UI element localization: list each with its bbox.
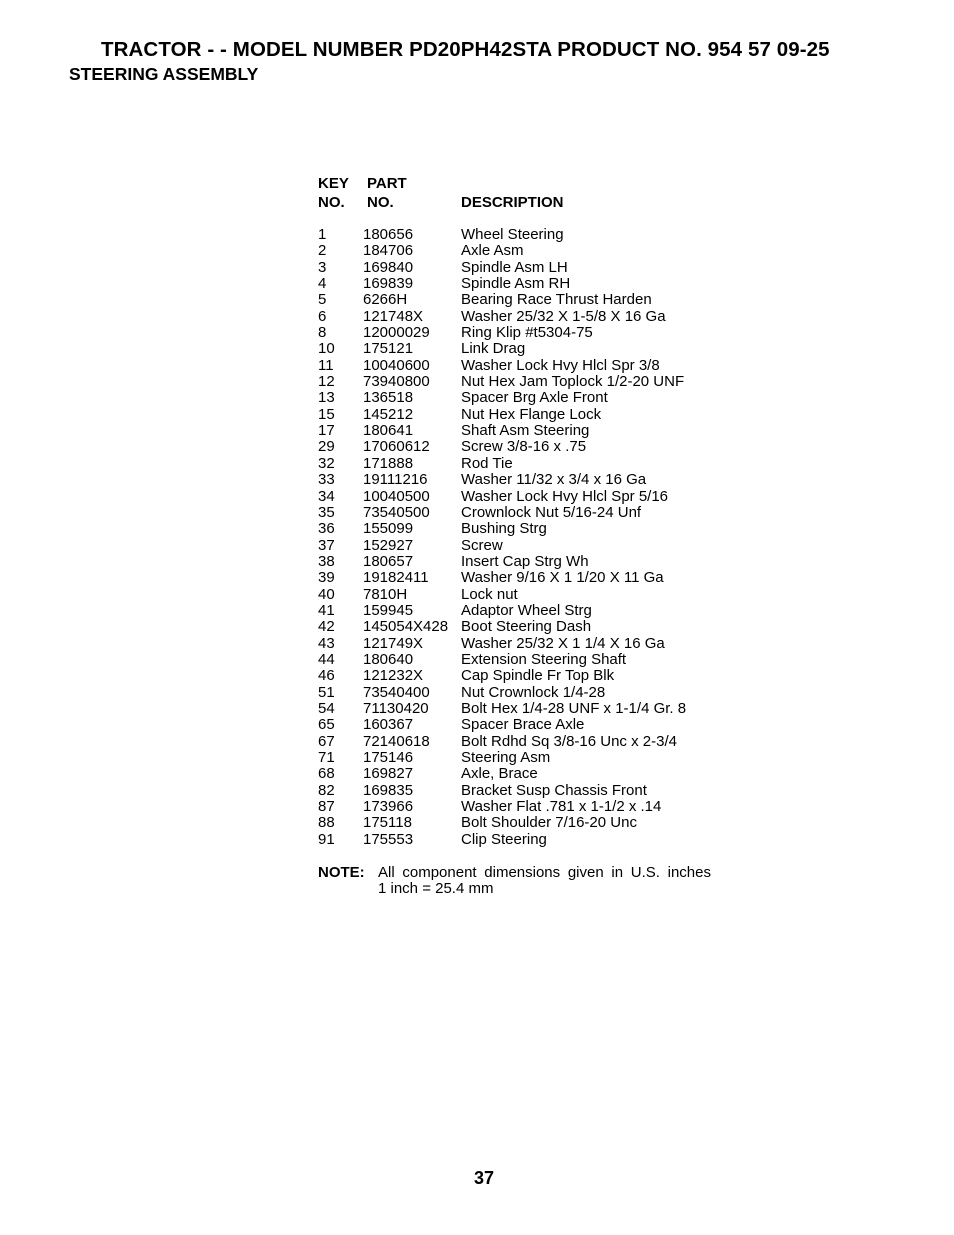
- table-row: [318, 815, 738, 831]
- description: Adaptor Wheel Strg: [461, 601, 592, 619]
- description-header: DESCRIPTION: [461, 194, 564, 211]
- table-row: [318, 750, 738, 766]
- table-row: [318, 766, 738, 782]
- key-no: 42: [318, 618, 335, 636]
- description: Screw: [461, 536, 503, 554]
- table-row: [318, 619, 738, 635]
- description: Rod Tie: [461, 454, 513, 472]
- description: Nut Crownlock 1/4-28: [461, 683, 606, 701]
- key-no: 37: [318, 536, 335, 554]
- key-no: 32: [318, 454, 335, 472]
- description: Steering Asm: [461, 749, 551, 766]
- description: Clip Steering: [461, 830, 547, 848]
- description: Axle, Brace: [461, 765, 538, 783]
- description: Spindle Asm LH: [461, 258, 568, 276]
- key-no: 65: [318, 716, 335, 734]
- description: Bolt Rdhd Sq 3/8-16 Unc x 2-3/4: [461, 732, 677, 750]
- key-no: 88: [318, 814, 335, 832]
- description: Nut Hex Flange Lock: [461, 405, 602, 423]
- key-no: 35: [318, 503, 335, 521]
- key-no: 11: [318, 356, 334, 374]
- key-no: 91: [318, 830, 335, 848]
- description: Screw 3/8-16 x .75: [461, 438, 587, 456]
- note-conversion: 1 inch = 25.4 mm: [378, 880, 494, 897]
- part-no: 173966: [363, 798, 414, 816]
- key-no: 2: [318, 242, 327, 260]
- part-no: 180656: [363, 226, 414, 243]
- description: Boot Steering Dash: [461, 618, 592, 636]
- key-no: 44: [318, 650, 335, 668]
- part-no: 121749X: [363, 634, 424, 652]
- table-row: [318, 276, 738, 292]
- table-row: [318, 668, 738, 684]
- page-title: TRACTOR - - MODEL NUMBER PD20PH42STA PRODUCT NO. 954 57 09-25: [101, 38, 830, 61]
- key-no: 13: [318, 389, 335, 407]
- key-no: 82: [318, 781, 335, 799]
- part-no: 175146: [363, 749, 414, 766]
- part-no: 12000029: [363, 324, 430, 342]
- part-no: 184706: [363, 242, 414, 260]
- key-header-line2: NO.: [318, 194, 345, 211]
- description: Washer 9/16 X 1 1/20 X 11 Ga: [461, 569, 664, 587]
- part-no: 159945: [363, 601, 414, 619]
- parts-list-rows: [318, 227, 738, 848]
- key-no: 12: [318, 373, 335, 391]
- table-row: [318, 734, 738, 750]
- description: Washer 25/32 X 1-5/8 X 16 Ga: [461, 307, 666, 325]
- part-no: 175118: [363, 814, 412, 832]
- key-no: 43: [318, 634, 335, 652]
- key-no: 33: [318, 471, 335, 489]
- description: Washer Lock Hvy Hlcl Spr 3/8: [461, 356, 660, 374]
- description: Shaft Asm Steering: [461, 422, 590, 440]
- table-row: [318, 243, 738, 259]
- part-no: 19182411: [363, 569, 429, 587]
- key-no: 39: [318, 569, 335, 587]
- table-row: [318, 407, 738, 423]
- part-header-line1: PART: [367, 175, 407, 192]
- part-no: 73940800: [363, 373, 430, 391]
- part-no: 160367: [363, 716, 414, 734]
- key-no: 87: [318, 798, 335, 816]
- description: Link Drag: [461, 340, 526, 358]
- table-row: [318, 439, 738, 455]
- parts-list-header: [318, 175, 738, 215]
- table-row: [318, 799, 738, 815]
- part-no: 71130420: [363, 699, 429, 717]
- part-no: 145054X428: [363, 618, 449, 636]
- page-number: 37: [473, 1168, 495, 1188]
- description: Wheel Steering: [461, 226, 564, 243]
- key-no: 54: [318, 699, 335, 717]
- description: Bolt Hex 1/4-28 UNF x 1-1/4 Gr. 8: [461, 699, 687, 717]
- description: Axle Asm: [461, 242, 524, 260]
- table-row: [318, 472, 738, 488]
- description: Washer 25/32 X 1 1/4 X 16 Ga: [461, 634, 665, 652]
- key-no: 51: [318, 683, 335, 701]
- key-header-line1: KEY: [318, 175, 349, 192]
- key-no: 4: [318, 275, 327, 293]
- part-no: 121232X: [363, 667, 424, 685]
- description: Extension Steering Shaft: [461, 650, 627, 668]
- table-row: [318, 570, 738, 586]
- description: Washer Lock Hvy Hlcl Spr 5/16: [461, 487, 669, 505]
- part-no: 72140618: [363, 732, 430, 750]
- description: Bushing Strg: [461, 520, 547, 538]
- table-row: [318, 652, 738, 668]
- table-row: [318, 783, 738, 799]
- part-no: 169835: [363, 781, 414, 799]
- table-row: [318, 456, 738, 472]
- key-no: 67: [318, 732, 335, 750]
- key-no: 3: [318, 258, 327, 276]
- part-no: 180641: [363, 422, 414, 440]
- table-row: [318, 260, 738, 276]
- key-no: 6: [318, 307, 327, 325]
- section-title: STEERING ASSEMBLY: [69, 64, 259, 84]
- table-row: [318, 603, 738, 619]
- table-row: [318, 390, 738, 406]
- part-no: 121748X: [363, 307, 424, 325]
- key-no: 68: [318, 765, 335, 783]
- description: Ring Klip #t5304-75: [461, 324, 593, 342]
- table-row: [318, 341, 738, 357]
- table-row: [318, 489, 738, 505]
- key-no: 10: [318, 340, 335, 358]
- part-no: 10040600: [363, 356, 430, 374]
- key-no: 34: [318, 487, 335, 505]
- description: Washer 11/32 x 3/4 x 16 Ga: [461, 471, 647, 489]
- table-row: [318, 325, 738, 341]
- part-no: 175553: [363, 830, 414, 848]
- table-row: [318, 309, 738, 325]
- table-row: [318, 374, 738, 390]
- description: Insert Cap Strg Wh: [461, 552, 589, 570]
- note-text: All component dimensions given in U.S. inches: [378, 864, 711, 881]
- table-row: [318, 554, 738, 570]
- key-no: 15: [318, 405, 335, 423]
- table-row: [318, 227, 738, 243]
- key-no: 71: [318, 749, 335, 766]
- table-row: [318, 685, 738, 701]
- key-no: 1: [318, 226, 327, 243]
- key-no: 41: [318, 601, 335, 619]
- part-no: 136518: [363, 389, 414, 407]
- part-no: 155099: [363, 520, 414, 538]
- description: Crownlock Nut 5/16-24 Unf: [461, 503, 642, 521]
- description: Washer Flat .781 x 1-1/2 x .14: [461, 798, 662, 816]
- parts-list: [318, 175, 738, 848]
- part-no: 7810H: [363, 585, 408, 603]
- description: Spindle Asm RH: [461, 275, 571, 293]
- part-no: 152927: [363, 536, 414, 554]
- part-no: 171888: [363, 454, 414, 472]
- part-no: 169827: [363, 765, 414, 783]
- description: Cap Spindle Fr Top Blk: [461, 667, 615, 685]
- description: Bracket Susp Chassis Front: [461, 781, 647, 799]
- part-no: 145212: [363, 405, 414, 423]
- key-no: 17: [318, 422, 335, 440]
- part-no: 6266H: [363, 291, 408, 309]
- part-no: 180640: [363, 650, 414, 668]
- description: Spacer Brg Axle Front: [461, 389, 608, 407]
- part-no: 175121: [363, 340, 414, 358]
- table-row: [318, 423, 738, 439]
- table-row: [318, 358, 738, 374]
- description: Nut Hex Jam Toplock 1/2-20 UNF: [461, 373, 685, 391]
- table-row: [318, 701, 738, 717]
- description: Bolt Shoulder 7/16-20 Unc: [461, 814, 637, 832]
- part-no: 17060612: [363, 438, 430, 456]
- table-row: [318, 505, 738, 521]
- description: Spacer Brace Axle: [461, 716, 585, 734]
- description: Lock nut: [461, 585, 518, 603]
- table-row: [318, 521, 738, 537]
- key-no: 8: [318, 324, 327, 342]
- key-no: 36: [318, 520, 335, 538]
- key-no: 29: [318, 438, 335, 456]
- table-row: [318, 587, 738, 603]
- part-no: 10040500: [363, 487, 430, 505]
- key-no: 38: [318, 552, 335, 570]
- part-no: 169839: [363, 275, 414, 293]
- key-no: 46: [318, 667, 335, 685]
- part-no: 73540400: [363, 683, 430, 701]
- table-row: [318, 717, 738, 733]
- table-row: [318, 292, 738, 308]
- part-no: 73540500: [363, 503, 430, 521]
- table-row: [318, 832, 738, 848]
- table-row: [318, 636, 738, 652]
- description: Bearing Race Thrust Harden: [461, 291, 652, 309]
- part-header-line2: NO.: [367, 194, 394, 211]
- table-row: [318, 538, 738, 554]
- part-no: 19111216: [363, 471, 428, 489]
- key-no: 5: [318, 291, 327, 309]
- part-no: 180657: [363, 552, 414, 570]
- note-label: NOTE:: [318, 864, 365, 881]
- part-no: 169840: [363, 258, 414, 276]
- key-no: 40: [318, 585, 335, 603]
